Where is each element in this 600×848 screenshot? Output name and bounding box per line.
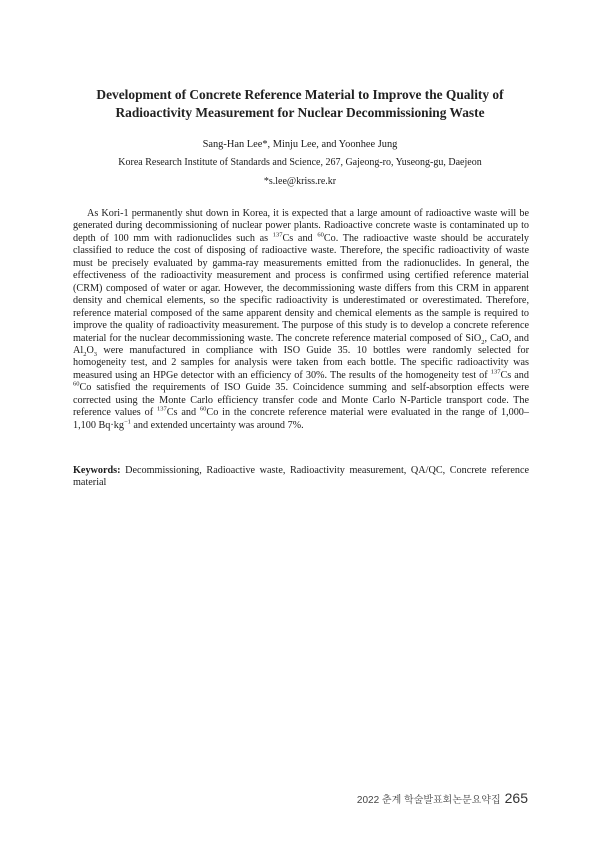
abstract-text: and xyxy=(511,369,529,381)
abstract-text: satisfied the requirements of ISO Guide 35. Coincidence summing and self-absorption effects were corrected using the Monte Carlo efficiency transfer code and Monte Carlo N-Particle transport code. The reference values of xyxy=(73,382,529,419)
abstract-text: . The radioactive waste should be accurately classified to reduce the cost of disposing of radioactive waste. Therefore, the specific radioactivity of waste must be precisely evaluated by gamma-ray measurements emitted from the radionuclides. In general, the effectiveness of the radioactivity measurement and process is confirmed using certified reference material (CRM) composed of water or agar. However, the decommissioning waste differs from this CRM in apparent density and chemical elements, so the specific radioactivity is underestimated or overestimated. Therefore, reference material composed of the same apparent density and chemical elements as the sample is required to improve the quality of radioactivity measurement. The purpose of this study is to develop a concrete reference material for the nuclear decommissioning waste. The concrete reference material composed of SiO xyxy=(73,232,529,344)
author-list: Sang-Han Lee*, Minju Lee, and Yoonhee Jung xyxy=(202,139,398,150)
page-number: 265 xyxy=(504,790,528,806)
corresponding-email: *s.lee@kriss.re.kr xyxy=(263,176,337,187)
cs-mass-number: 137 xyxy=(490,368,501,376)
cs-mass-number: 137 xyxy=(272,231,283,239)
co-mass-number: 60 xyxy=(73,380,80,388)
cs-symbol: Cs xyxy=(500,369,512,381)
title-line-2: Radioactivity Measurement for Nuclear Decommissioning Waste xyxy=(115,105,485,120)
co-symbol: Co xyxy=(206,407,219,419)
keywords-label: Keywords: xyxy=(73,465,121,476)
co-symbol: Co xyxy=(79,382,92,394)
abstract-text: and xyxy=(293,232,318,244)
abstract-text: in the concrete reference material were evaluated in the range of 1,000–1,100 Bq·kg xyxy=(73,407,529,431)
cs-mass-number: 137 xyxy=(156,405,167,413)
conference-name: 2022 춘계 학술발표회논문요약집 xyxy=(356,795,501,806)
unit-exponent: −1 xyxy=(123,418,131,426)
co-mass-number: 60 xyxy=(199,405,207,413)
cs-symbol: Cs xyxy=(282,232,294,244)
abstract-text: and xyxy=(177,407,200,419)
abstract-text: and extended uncertainty was around 7%. xyxy=(130,419,304,431)
abstract-text: were manufactured in compliance with ISO Guide 35. 10 bottles were randomly selected for homogeneity test, and 2 samples for analysis were taken from each bottle. The specific radioactivity was measured using an HPGe detector with an efficiency of 30%. The results of the homogeneity test of xyxy=(73,344,529,381)
keywords-text: Decommissioning, Radioactive waste, Radioactivity measurement, QA/QC, Concrete reference material xyxy=(73,465,529,489)
affiliation: Korea Research Institute of Standards and Science, 267, Gajeong-ro, Yuseong-gu, Daejeon xyxy=(118,157,482,168)
keywords xyxy=(73,465,529,490)
o-symbol: O xyxy=(86,344,94,356)
o-subscript: 3 xyxy=(93,351,98,359)
abstract-body xyxy=(73,208,529,432)
paper-title xyxy=(60,86,540,122)
abstract-text: , CaO, and Al xyxy=(73,332,529,356)
abstract-text: As Kori-1 permanently shut down in Korea, it is expected that a large amount of radioactive waste will be generated during decommissioning of nuclear power plants. Radioactive concrete waste is contaminated up to depth of 100 mm with radionuclides such as xyxy=(73,208,529,244)
sio2-subscript: 2 xyxy=(481,338,485,346)
co-mass-number: 60 xyxy=(317,231,324,239)
co-symbol: Co xyxy=(323,232,336,244)
page-footer xyxy=(357,790,528,808)
al-subscript: 2 xyxy=(83,351,87,359)
cs-symbol: Cs xyxy=(166,407,178,419)
title-line-1: Development of Concrete Reference Material to Improve the Quality of xyxy=(96,87,504,102)
